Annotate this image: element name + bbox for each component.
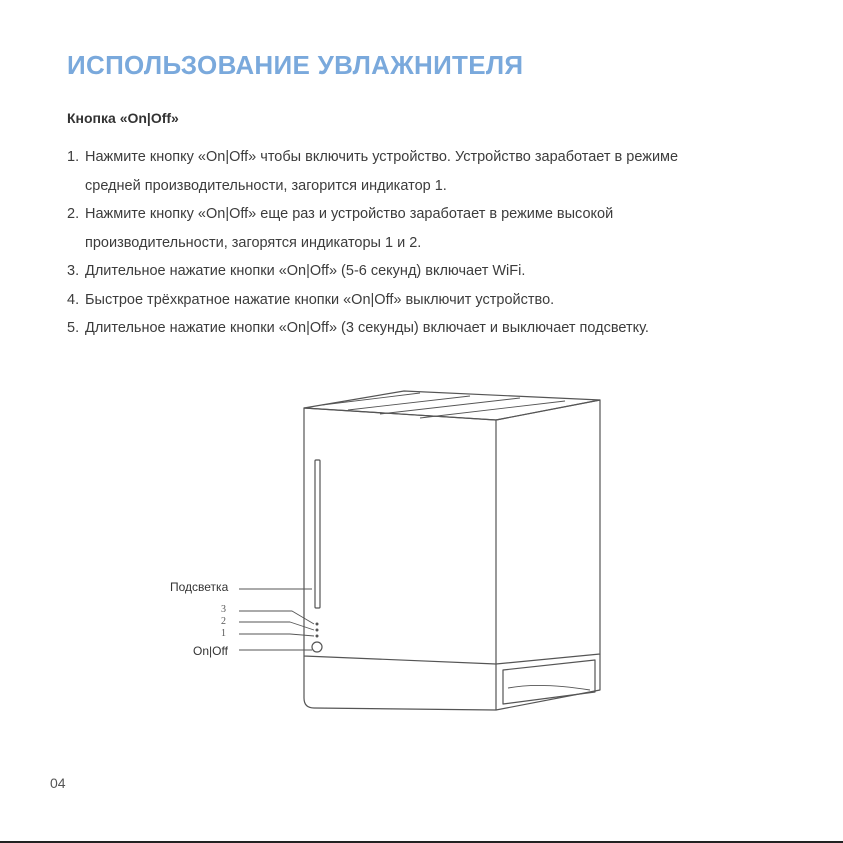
step-text-continued: производительности, загорятся индикаторы 1 и 2. [85, 234, 422, 251]
device-side-face [496, 400, 600, 664]
device-base [304, 656, 496, 710]
step-text-continued: средней производительности, загорится индикатор 1. [85, 177, 447, 194]
page-number: 04 [50, 775, 66, 791]
device-top-slat [380, 398, 520, 414]
indicator-1-leader-line [239, 634, 314, 636]
step-text: Нажмите кнопку «On|Off» еще раз и устройство заработает в режиме высокой [85, 206, 614, 222]
step-number: 3. [67, 263, 80, 279]
indicator-1-dot [316, 635, 318, 637]
device-base-opening-curve [508, 685, 590, 690]
indicator-2-label: 2 [221, 616, 226, 627]
power-button-label: On|Off [193, 644, 228, 658]
step-number: 5. [67, 320, 80, 336]
device-front-face [304, 408, 496, 664]
page-title: ИСПОЛЬЗОВАНИЕ УВЛАЖНИТЕЛЯ [67, 50, 524, 80]
indicator-2-dot [316, 629, 318, 631]
indicator-2-leader-line [239, 622, 314, 630]
step-text: Длительное нажатие кнопки «On|Off» (5-6 секунд) включает WiFi. [85, 263, 526, 279]
step-text: Быстрое трёхкратное нажатие кнопки «On|Off» выключит устройство. [85, 291, 555, 308]
backlight-label: Подсветка [170, 580, 229, 594]
backlight-strip [315, 460, 320, 608]
step-text: Нажмите кнопку «On|Off» чтобы включить устройство. Устройство заработает в режиме [85, 149, 679, 165]
step-number: 2. [67, 206, 80, 222]
step-text: Длительное нажатие кнопки «On|Off» (3 секунды) включает и выключает подсветку. [85, 320, 649, 336]
device-top-slat [348, 396, 470, 410]
device-top-slat [420, 401, 565, 418]
indicator-3-dot [316, 623, 318, 625]
indicator-1-label: 1 [221, 628, 226, 639]
device-base-opening [503, 660, 595, 704]
section-title: Кнопка «On|Off» [67, 110, 179, 126]
step-number: 4. [67, 291, 80, 308]
indicator-3-label: 3 [221, 604, 226, 615]
step-number: 1. [67, 149, 80, 165]
power-button [312, 642, 322, 652]
